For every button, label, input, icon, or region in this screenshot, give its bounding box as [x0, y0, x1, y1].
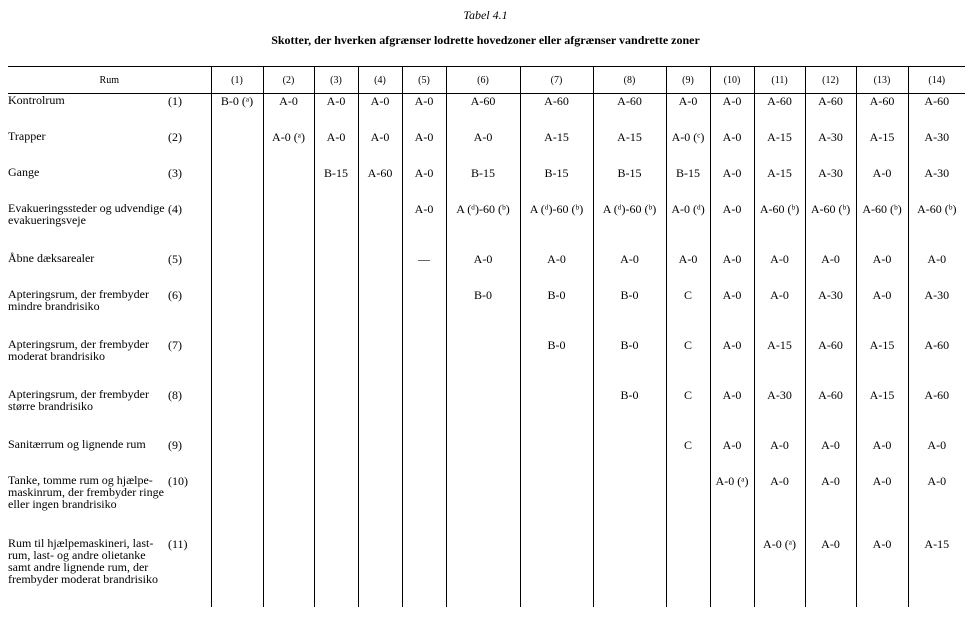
row-label: Trapper [8, 128, 46, 143]
column-header-14: (14) [908, 67, 965, 94]
rating-cell [263, 202, 314, 252]
rating-cell [402, 338, 446, 388]
rating-cell: A-0 [446, 130, 520, 166]
rating-cell: A-0 [710, 202, 754, 252]
rating-cell: A-0 [856, 438, 908, 474]
rating-cell [211, 202, 263, 252]
rating-cell: A-0 (ᵃ) [263, 130, 314, 166]
rating-cell [211, 288, 263, 338]
rating-cell [710, 537, 754, 607]
rating-cell: A-0 [805, 438, 856, 474]
table-caption: Tabel 4.1 [463, 8, 508, 22]
rating-cell [358, 252, 402, 288]
rating-cell [666, 537, 710, 607]
rating-cell [211, 338, 263, 388]
row-label: Apteringsrum, der frembyder større brandrisiko [8, 386, 149, 413]
table-row [8, 474, 965, 537]
rating-cell [314, 202, 358, 252]
rating-cell: A-0 [856, 166, 908, 202]
rating-cell [314, 438, 358, 474]
row-number: (7) [168, 337, 182, 352]
rating-cell [314, 338, 358, 388]
rating-cell [402, 537, 446, 607]
rating-cell: A-60 [856, 94, 908, 130]
rating-cell: B-15 [446, 166, 520, 202]
table-row [8, 537, 965, 607]
rating-cell [402, 474, 446, 537]
rating-cell [263, 388, 314, 438]
rating-cell: A-0 [805, 537, 856, 607]
rating-cell: A-15 [593, 130, 666, 166]
column-header-10: (10) [710, 67, 754, 94]
rating-cell [211, 474, 263, 537]
row-label: Apteringsrum, der frembyder mindre brandrisiko [8, 286, 149, 313]
rating-cell: A-0 [710, 166, 754, 202]
table-row [8, 338, 965, 388]
rating-cell: A-0 [402, 202, 446, 252]
rating-cell: A-0 (ᵃ) [754, 537, 805, 607]
row-label: Evakueringssteder og udvendige evakueringsveje [8, 200, 165, 227]
rating-cell: A-0 [908, 438, 965, 474]
header-row [8, 67, 965, 94]
rating-cell: A-0 [754, 438, 805, 474]
row-number: (4) [168, 201, 182, 216]
rating-cell: A-0 [805, 474, 856, 537]
rating-cell: B-0 [520, 338, 593, 388]
rating-cell: A-60 [908, 388, 965, 438]
rating-cell [314, 288, 358, 338]
row-number: (9) [168, 437, 182, 452]
rating-cell: A-0 [856, 537, 908, 607]
table-body [8, 94, 965, 607]
rating-cell: A-30 [908, 130, 965, 166]
column-header-7: (7) [520, 67, 593, 94]
row-number: (8) [168, 387, 182, 402]
rating-cell: A-30 [908, 166, 965, 202]
rating-cell: A-0 [710, 388, 754, 438]
row-label: Kontrolrum [8, 93, 65, 107]
rating-cell: A-15 [856, 130, 908, 166]
rating-cell: A-60 [908, 338, 965, 388]
rating-cell: A-0 [263, 94, 314, 130]
row-number: (5) [168, 251, 182, 266]
table-row [8, 252, 965, 288]
rating-cell: A-0 [402, 166, 446, 202]
rating-cell: A-30 [908, 288, 965, 338]
rating-cell: A-0 [856, 288, 908, 338]
rating-cell: A-0 [710, 94, 754, 130]
rating-cell [358, 537, 402, 607]
rating-cell: A-60 (ᵇ) [754, 202, 805, 252]
rating-cell [520, 474, 593, 537]
rating-cell: C [666, 288, 710, 338]
rating-cell: B-0 [593, 288, 666, 338]
row-number: (11) [168, 536, 188, 551]
rating-cell [263, 474, 314, 537]
row-label: Apteringsrum, der frembyder moderat brandrisiko [8, 336, 149, 363]
rating-cell [358, 388, 402, 438]
rating-cell: A-0 [710, 252, 754, 288]
rating-cell: A-0 [402, 94, 446, 130]
rating-cell [446, 388, 520, 438]
rating-cell: A-15 [754, 130, 805, 166]
rating-cell: A-60 [805, 94, 856, 130]
rating-cell: A-0 [520, 252, 593, 288]
rating-cell [402, 388, 446, 438]
rating-cell: A-0 [710, 288, 754, 338]
rating-cell: A-60 [446, 94, 520, 130]
rating-cell [520, 388, 593, 438]
rating-cell: A (ᵈ)-60 (ᵇ) [520, 202, 593, 252]
rating-cell: A-0 [446, 252, 520, 288]
rating-cell: A-15 [856, 388, 908, 438]
rating-cell [358, 288, 402, 338]
rating-cell: A-0 [666, 94, 710, 130]
rating-cell: A-0 [754, 252, 805, 288]
table-row [8, 166, 965, 202]
rating-cell: B-0 [593, 388, 666, 438]
rating-cell: A-0 [908, 252, 965, 288]
rating-cell [593, 474, 666, 537]
rating-cell [358, 438, 402, 474]
rating-cell: A-60 [593, 94, 666, 130]
rating-cell: A-60 [908, 94, 965, 130]
rating-cell: A-30 [805, 288, 856, 338]
rating-cell: A-0 [754, 288, 805, 338]
row-label: Åbne dæksarealer [8, 250, 95, 265]
row-label: Rum til hjælpemaskineri, last-rum, last- og andre olietanke samt andre lignende rum, der frembyder moderat brandrisiko [8, 535, 158, 586]
table-row [8, 94, 965, 130]
rating-cell [211, 130, 263, 166]
table-title: Skotter, der hverken afgrænser lodrette hovedzoner eller afgrænser vandrette zoner [271, 33, 700, 47]
rating-cell: A-0 [710, 438, 754, 474]
rating-cell: A-60 (ᵇ) [805, 202, 856, 252]
column-header-4: (4) [358, 67, 402, 94]
rating-cell: A (ᵈ)-60 (ᵇ) [593, 202, 666, 252]
column-header-2: (2) [263, 67, 314, 94]
rating-cell [446, 438, 520, 474]
row-label: Tanke, tomme rum og hjælpe-maskinrum, der frembyder ringe eller ingen brandrisiko [8, 472, 164, 511]
rating-cell: A-0 (ᶜ) [666, 130, 710, 166]
row-number: (6) [168, 287, 182, 302]
column-header-11: (11) [754, 67, 805, 94]
rating-cell [520, 537, 593, 607]
rating-cell: A-0 [358, 94, 402, 130]
room-column-header: Rum [8, 67, 211, 94]
rating-cell [263, 288, 314, 338]
rating-cell [314, 388, 358, 438]
table-row [8, 202, 965, 252]
rating-cell: A-0 [908, 474, 965, 537]
rating-cell [446, 338, 520, 388]
rating-cell [520, 438, 593, 474]
rating-cell: A-30 [805, 130, 856, 166]
rating-cell: B-15 [520, 166, 593, 202]
rating-cell [402, 288, 446, 338]
column-header-5: (5) [402, 67, 446, 94]
row-label: Sanitærrum og lignende rum [8, 436, 146, 451]
row-label: Gange [8, 164, 40, 179]
rating-cell: A-60 (ᵇ) [856, 202, 908, 252]
rating-cell [314, 537, 358, 607]
rating-cell [211, 537, 263, 607]
rating-cell: A-0 [593, 252, 666, 288]
table-row [8, 388, 965, 438]
rating-cell: A-60 [805, 338, 856, 388]
rating-cell: C [666, 438, 710, 474]
rating-cell: A-0 [402, 130, 446, 166]
rating-cell: A-15 [908, 537, 965, 607]
rating-cell [263, 252, 314, 288]
rating-cell [314, 474, 358, 537]
row-number: (1) [168, 94, 182, 108]
table-row [8, 438, 965, 474]
rating-cell: A-0 [314, 94, 358, 130]
rating-cell: A-60 [754, 94, 805, 130]
column-header-6: (6) [446, 67, 520, 94]
rating-cell [593, 537, 666, 607]
rating-cell: A-60 [358, 166, 402, 202]
column-header-8: (8) [593, 67, 666, 94]
rating-cell: B-15 [314, 166, 358, 202]
rating-cell: A-0 [666, 252, 710, 288]
rating-cell [593, 438, 666, 474]
column-header-13: (13) [856, 67, 908, 94]
rating-cell: A-0 [358, 130, 402, 166]
rating-cell: A-60 (ᵇ) [908, 202, 965, 252]
rating-cell [263, 166, 314, 202]
rating-cell: A-0 (ᵃ) [710, 474, 754, 537]
rating-cell: A-0 [856, 474, 908, 537]
rating-cell [211, 252, 263, 288]
rating-cell [358, 474, 402, 537]
rating-cell [446, 537, 520, 607]
fire-rating-table [8, 66, 965, 607]
rating-cell: A-15 [754, 166, 805, 202]
rating-cell [211, 438, 263, 474]
rating-cell: B-0 (ᵃ) [211, 94, 263, 130]
rating-cell: A-0 (ᵈ) [666, 202, 710, 252]
rating-cell [211, 388, 263, 438]
column-header-12: (12) [805, 67, 856, 94]
row-number: (10) [168, 473, 188, 488]
rating-cell [402, 438, 446, 474]
rating-cell [263, 438, 314, 474]
rating-cell: A-0 [805, 252, 856, 288]
rating-cell: C [666, 338, 710, 388]
rating-cell: C [666, 388, 710, 438]
column-header-1: (1) [211, 67, 263, 94]
row-number: (3) [168, 165, 182, 180]
rating-cell: A-15 [754, 338, 805, 388]
rating-cell [446, 474, 520, 537]
rating-cell: A-30 [805, 166, 856, 202]
column-header-9: (9) [666, 67, 710, 94]
rating-cell: B-0 [593, 338, 666, 388]
rating-cell: A-0 [754, 474, 805, 537]
rating-cell [263, 537, 314, 607]
table-row [8, 130, 965, 166]
rating-cell [314, 252, 358, 288]
rating-cell [211, 166, 263, 202]
rating-cell: A-60 [805, 388, 856, 438]
rating-cell: A-0 [314, 130, 358, 166]
rating-cell [666, 474, 710, 537]
rating-cell: B-15 [593, 166, 666, 202]
rating-cell: B-0 [446, 288, 520, 338]
rating-cell: A-0 [856, 252, 908, 288]
rating-cell [358, 202, 402, 252]
table-row [8, 288, 965, 338]
rating-cell: B-0 [520, 288, 593, 338]
column-header-3: (3) [314, 67, 358, 94]
rating-cell: B-15 [666, 166, 710, 202]
row-number: (2) [168, 129, 182, 144]
rating-cell [263, 338, 314, 388]
rating-cell: A (ᵈ)-60 (ᵇ) [446, 202, 520, 252]
rating-cell: A-15 [856, 338, 908, 388]
rating-cell: A-0 [710, 130, 754, 166]
rating-cell: — [402, 252, 446, 288]
rating-cell [358, 338, 402, 388]
rating-cell: A-0 [710, 338, 754, 388]
rating-cell: A-30 [754, 388, 805, 438]
rating-cell: A-60 [520, 94, 593, 130]
rating-cell: A-15 [520, 130, 593, 166]
